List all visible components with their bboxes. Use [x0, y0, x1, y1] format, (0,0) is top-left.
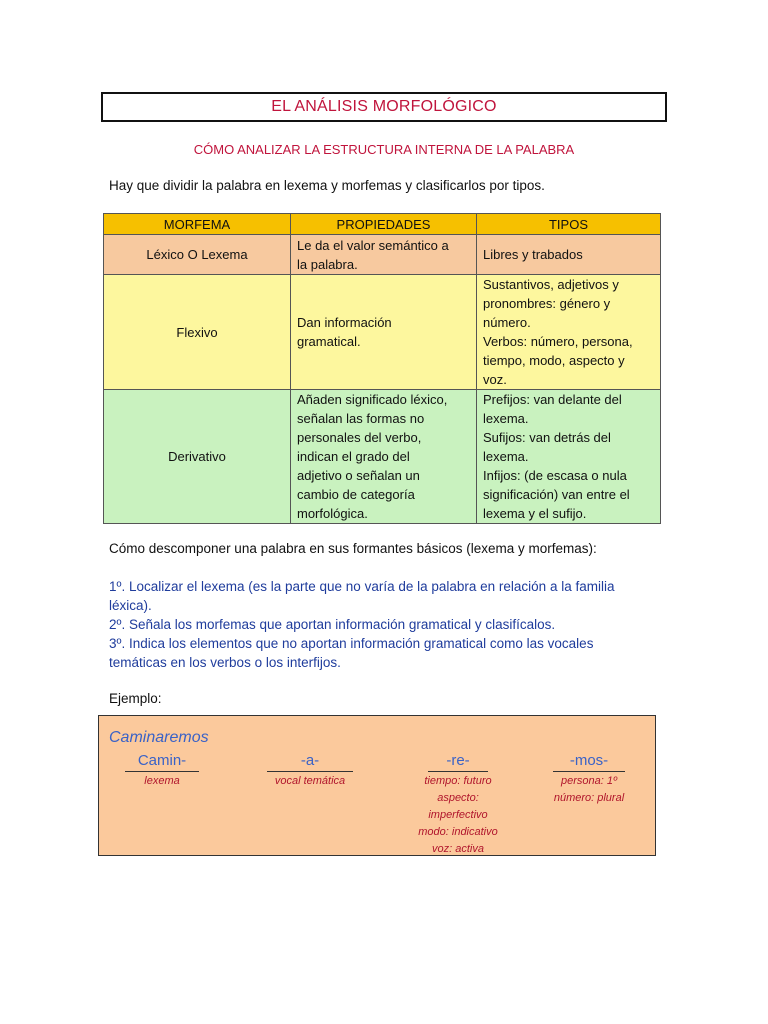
text-line: lexema. — [483, 411, 529, 426]
document-title-box — [101, 92, 667, 122]
text-line: Sustantivos, adjetivos y — [483, 277, 619, 292]
text-line: tiempo, modo, aspecto y — [483, 353, 625, 368]
cell-tipos — [477, 275, 661, 390]
segment-desc: modo: indicativo — [418, 826, 498, 838]
text-line: Libres y trabados — [483, 247, 583, 262]
text-line: cambio de categoría — [297, 487, 415, 502]
text-line: Le da el valor semántico a — [297, 237, 449, 253]
step-item: 3º. Indica los elementos que no aportan información gramatical como las vocales temáticas en los verbos o los interfijos. — [109, 636, 594, 670]
example-part-persona — [539, 752, 639, 806]
text-line: Infijos: (de escasa o nula — [483, 468, 627, 483]
example-label: Ejemplo: — [109, 691, 162, 706]
document-title: EL ANÁLISIS MORFOLÓGICO — [271, 98, 497, 115]
cell-propiedades — [291, 235, 477, 275]
text-line: significación) van entre el — [483, 487, 630, 502]
segment-desc: vocal temática — [274, 775, 346, 787]
text-line: Prefijos: van delante del — [483, 392, 622, 407]
text-line: lexema y el sufijo. — [483, 506, 587, 521]
text-line: número. — [483, 315, 531, 330]
text-line: morfológica. — [297, 506, 368, 521]
table-row-derivativo — [104, 390, 661, 524]
segment-text: Camin- — [125, 752, 199, 772]
table-header-row — [104, 214, 661, 235]
text-line: voz. — [483, 372, 507, 387]
header-propiedades: PROPIEDADES — [291, 214, 477, 235]
cell-propiedades — [291, 390, 477, 524]
example-part-lexema — [113, 752, 211, 789]
text-line: pronombres: género y — [483, 296, 611, 311]
morphemes-table — [103, 213, 661, 524]
step-item: 1º. Localizar el lexema (es la parte que no varía de la palabra en relación a la familia léxica). — [109, 579, 615, 613]
segment-text: -a- — [267, 752, 353, 772]
example-box — [98, 715, 656, 856]
text-line: la palabra. — [297, 256, 358, 272]
segment-desc: lexema — [144, 775, 180, 787]
segment-desc: número: plural — [553, 792, 625, 804]
step-item: 2º. Señala los morfemas que aportan información gramatical y clasifícalos. — [109, 617, 556, 632]
table-row-flexivo — [104, 275, 661, 390]
header-tipos: TIPOS — [477, 214, 661, 235]
cell-morfema: Léxico O Lexema — [104, 235, 291, 275]
cell-propiedades — [291, 275, 477, 390]
example-part-vocal — [259, 752, 361, 789]
text-line: Verbos: número, persona, — [483, 334, 633, 349]
example-word: Caminaremos — [109, 729, 209, 746]
text-line: lexema. — [483, 449, 529, 464]
segment-desc: voz: activa — [432, 843, 484, 855]
text-line: adjetivo o señalan un — [297, 468, 420, 483]
cell-morfema: Flexivo — [104, 275, 291, 390]
header-morfema: MORFEMA — [104, 214, 291, 235]
text-line: gramatical. — [297, 334, 361, 349]
cell-tipos — [477, 390, 661, 524]
text-line: Añaden significado léxico, — [297, 392, 448, 407]
text-line: personales del verbo, — [297, 430, 422, 445]
segment-desc: tiempo: futuro — [424, 775, 492, 787]
text-line: Sufijos: van detrás del — [483, 430, 611, 445]
segment-desc: aspecto: — [437, 792, 479, 804]
text-line: indican el grado del — [297, 449, 410, 464]
segment-desc: imperfectivo — [428, 809, 488, 821]
segment-text: -re- — [428, 752, 488, 772]
document-subtitle: CÓMO ANALIZAR LA ESTRUCTURA INTERNA DE LA PALABRA — [193, 142, 575, 157]
cell-tipos — [477, 235, 661, 275]
text-line: Dan información — [297, 315, 392, 330]
segment-desc: persona: 1º — [561, 775, 617, 787]
text-line: señalan las formas no — [297, 411, 425, 426]
table-row-lexema — [104, 235, 661, 275]
segment-text: -mos- — [553, 752, 625, 772]
cell-morfema: Derivativo — [104, 390, 291, 524]
example-part-tiempo — [404, 752, 512, 857]
decomposition-heading: Cómo descomponer una palabra en sus formantes básicos (lexema y morfemas): — [109, 541, 597, 556]
steps-list — [109, 577, 654, 672]
intro-paragraph: Hay que dividir la palabra en lexema y morfemas y clasificarlos por tipos. — [109, 178, 545, 193]
